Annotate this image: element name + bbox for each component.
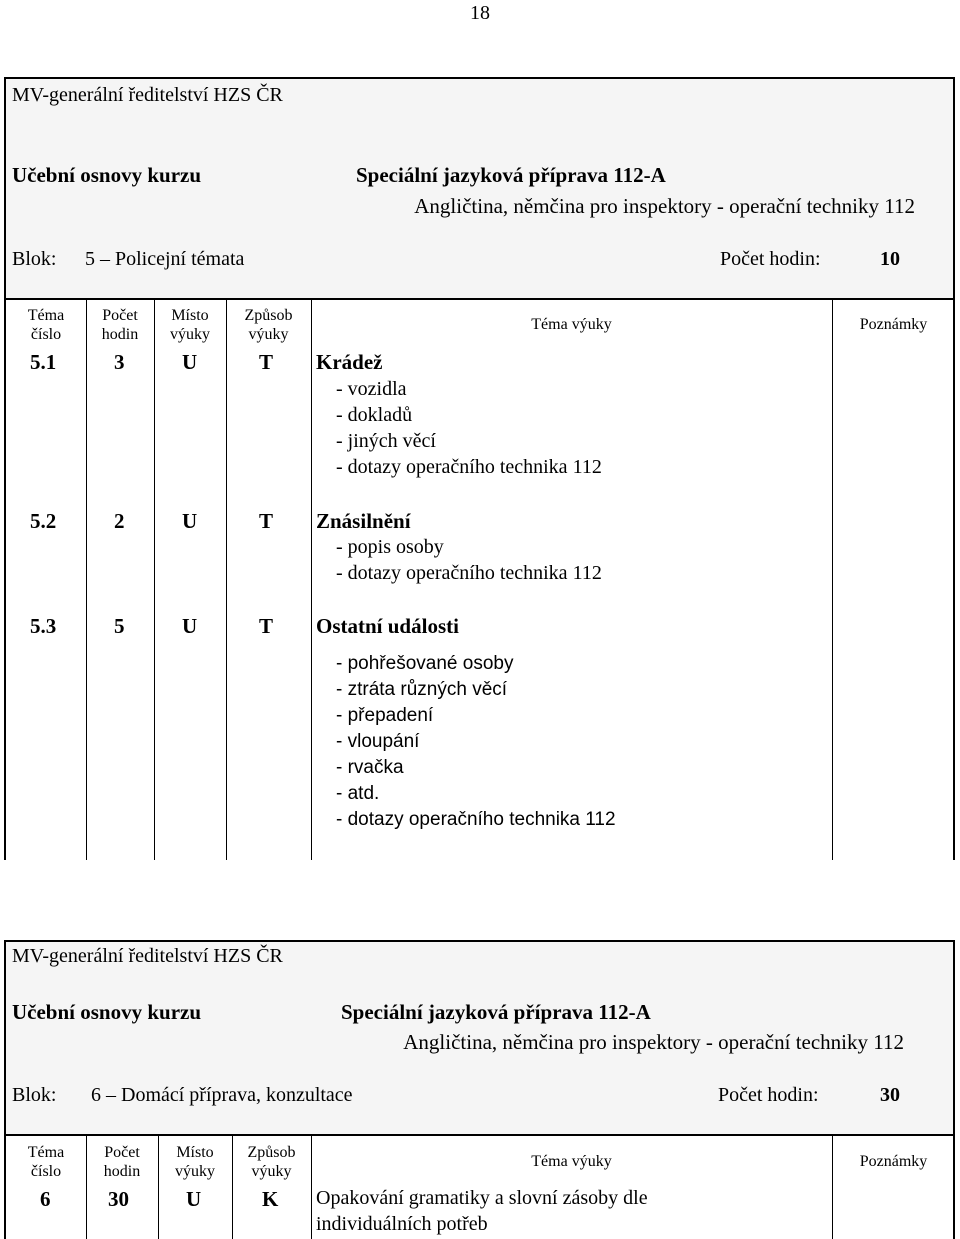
row-number: 5.1 xyxy=(30,350,57,374)
col-header-pocet-hodin: Počet hodin xyxy=(103,1144,141,1180)
course-label: Učební osnovy kurzu xyxy=(12,1000,202,1024)
list-item: - dokladů xyxy=(336,404,413,426)
list-item: - pohřešované osoby xyxy=(336,653,514,674)
list-item: - dotazy operačního technika 112 xyxy=(336,562,602,584)
blok-label: Blok: xyxy=(12,1084,57,1106)
hours-label: Počet hodin: xyxy=(718,1084,819,1106)
col-header-pocet-hodin: Počet hodin xyxy=(101,307,139,343)
row-place: U xyxy=(182,509,198,533)
row-hours: 3 xyxy=(114,350,125,374)
row-hours: 2 xyxy=(114,509,125,533)
row-topic: Krádež xyxy=(316,350,383,374)
row-topic: Ostatní události xyxy=(316,614,459,638)
row-topic-line: individuálních potřeb xyxy=(316,1213,488,1235)
syllabus-table xyxy=(6,1134,953,1239)
syllabus-block-5 xyxy=(4,77,955,860)
hours-value: 30 xyxy=(880,1084,900,1106)
col-header-poznamky: Poznámky xyxy=(859,1153,928,1170)
col-header-zpusob-vyuky: Způsob výuky xyxy=(247,1144,296,1180)
row-method: T xyxy=(259,614,274,638)
list-item: - přepadení xyxy=(336,705,434,726)
col-header-zpusob-vyuky: Způsob výuky xyxy=(244,307,293,343)
hours-value: 10 xyxy=(880,248,900,270)
col-header-tema-cislo: Téma číslo xyxy=(27,1144,65,1180)
row-topic-line: Opakování gramatiky a slovní zásoby dle xyxy=(316,1187,648,1209)
row-number: 5.2 xyxy=(30,509,57,533)
row-place: U xyxy=(182,614,198,638)
list-item: - vozidla xyxy=(336,378,407,400)
blok-value: 5 – Policejní témata xyxy=(85,248,245,270)
syllabus-table xyxy=(6,298,953,860)
course-title: Speciální jazyková příprava 112-A xyxy=(356,163,666,187)
list-item: - dotazy operačního technika 112 xyxy=(336,456,602,478)
col-header-misto-vyuky: Místo výuky xyxy=(170,307,210,343)
row-hours: 30 xyxy=(108,1187,129,1211)
course-subtitle: Angličtina, němčina pro inspektory - operační techniky 112 xyxy=(403,1030,904,1054)
list-item: - popis osoby xyxy=(336,536,444,558)
list-item: - vloupání xyxy=(336,731,420,752)
list-item: - jiných věcí xyxy=(336,430,436,452)
col-header-tema-vyuky: Téma výuky xyxy=(531,1153,612,1170)
row-method: T xyxy=(259,509,274,533)
row-number: 6 xyxy=(40,1187,51,1211)
list-item: - atd. xyxy=(336,783,380,804)
row-number: 5.3 xyxy=(30,614,57,638)
row-place: U xyxy=(182,350,198,374)
row-hours: 5 xyxy=(114,614,125,638)
col-header-tema-cislo: Téma číslo xyxy=(27,307,65,343)
syllabus-block-6 xyxy=(4,940,955,1239)
col-header-poznamky: Poznámky xyxy=(859,316,928,333)
course-label: Učební osnovy kurzu xyxy=(12,163,202,187)
hours-label: Počet hodin: xyxy=(720,248,821,270)
course-title: Speciální jazyková příprava 112-A xyxy=(341,1000,651,1024)
organization: MV-generální ředitelství HZS ČR xyxy=(12,945,283,967)
row-method: K xyxy=(262,1187,279,1211)
page-number: 18 xyxy=(470,2,490,24)
row-topic: Znásilnění xyxy=(316,509,411,533)
col-header-tema-vyuky: Téma výuky xyxy=(531,316,612,333)
list-item: - dotazy operačního technika 112 xyxy=(336,809,616,830)
course-subtitle: Angličtina, němčina pro inspektory - operační techniky 112 xyxy=(414,194,915,218)
list-item: - rvačka xyxy=(336,757,404,778)
blok-label: Blok: xyxy=(12,248,57,270)
block-header xyxy=(6,942,953,1134)
block-header xyxy=(6,79,953,298)
blok-value: 6 – Domácí příprava, konzultace xyxy=(91,1084,353,1106)
list-item: - ztráta různých věcí xyxy=(336,679,508,700)
organization: MV-generální ředitelství HZS ČR xyxy=(12,84,283,106)
row-method: T xyxy=(259,350,274,374)
row-place: U xyxy=(186,1187,202,1211)
col-header-misto-vyuky: Místo výuky xyxy=(175,1144,215,1180)
